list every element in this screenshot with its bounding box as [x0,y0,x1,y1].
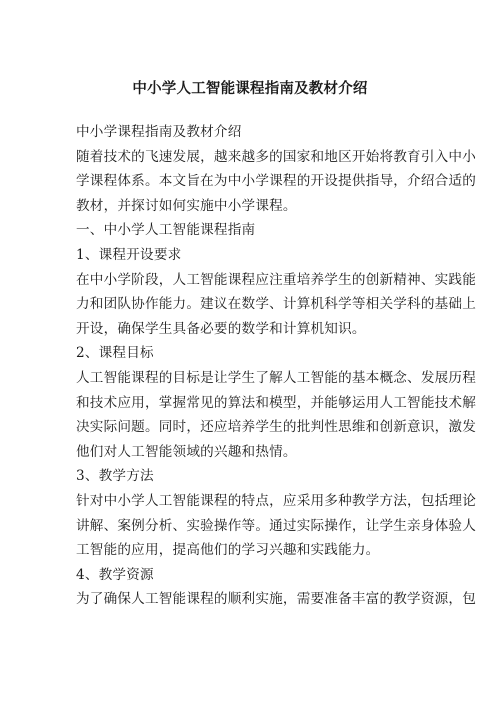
intro-paragraph-line: 学课程体系。本文旨在为中小学课程的开设提供指导，介绍合适的 [76,173,477,190]
paragraph-line: 在中小学阶段，人工智能课程应注重培养学生的创新精神、实践能 [76,271,477,288]
paragraph-line: 人工智能课程的目标是让学生了解人工智能的基本概念、发展历程 [76,369,477,386]
paragraph-line: 讲解、案例分析、实验操作等。通过实际操作，让学生亲身体验人 [76,517,477,534]
section-heading: 一、中小学人工智能课程指南 [76,222,256,239]
subsection-heading: 2、课程目标 [76,345,154,362]
intro-paragraph-line: 随着技术的飞速发展，越来越多的国家和地区开始将教育引入中小 [76,148,477,165]
paragraph-line: 和技术应用，掌握常见的算法和模型，并能够运用人工智能技术解 [76,394,477,411]
subsection-heading: 3、教学方法 [76,468,154,485]
paragraph-line: 决实际问题。同时，还应培养学生的批判性思维和创新意识，激发 [76,419,477,436]
paragraph-line: 工智能的应用，提高他们的学习兴趣和实践能力。 [76,542,380,559]
paragraph-line: 针对中小学人工智能课程的特点，应采用多种教学方法，包括理论 [76,492,477,509]
paragraph-line: 开设，确保学生具备必要的数学和计算机知识。 [76,320,366,337]
document-body [76,120,477,612]
paragraph-line: 力和团队协作能力。建议在数学、计算机科学等相关学科的基础上 [76,296,477,313]
intro-paragraph-line: 教材，并探讨如何实施中小学课程。 [76,197,297,214]
paragraph-line: 为了确保人工智能课程的顺利实施，需要准备丰富的教学资源，包 [76,591,477,608]
paragraph-line: 他们对人工智能领域的兴趣和热情。 [76,443,297,460]
intro-heading: 中小学课程指南及教材介绍 [76,124,242,140]
subsection-heading: 4、教学资源 [76,566,154,583]
document-title: 中小学人工智能课程指南及教材介绍 [132,80,368,97]
subsection-heading: 1、课程开设要求 [76,246,182,263]
